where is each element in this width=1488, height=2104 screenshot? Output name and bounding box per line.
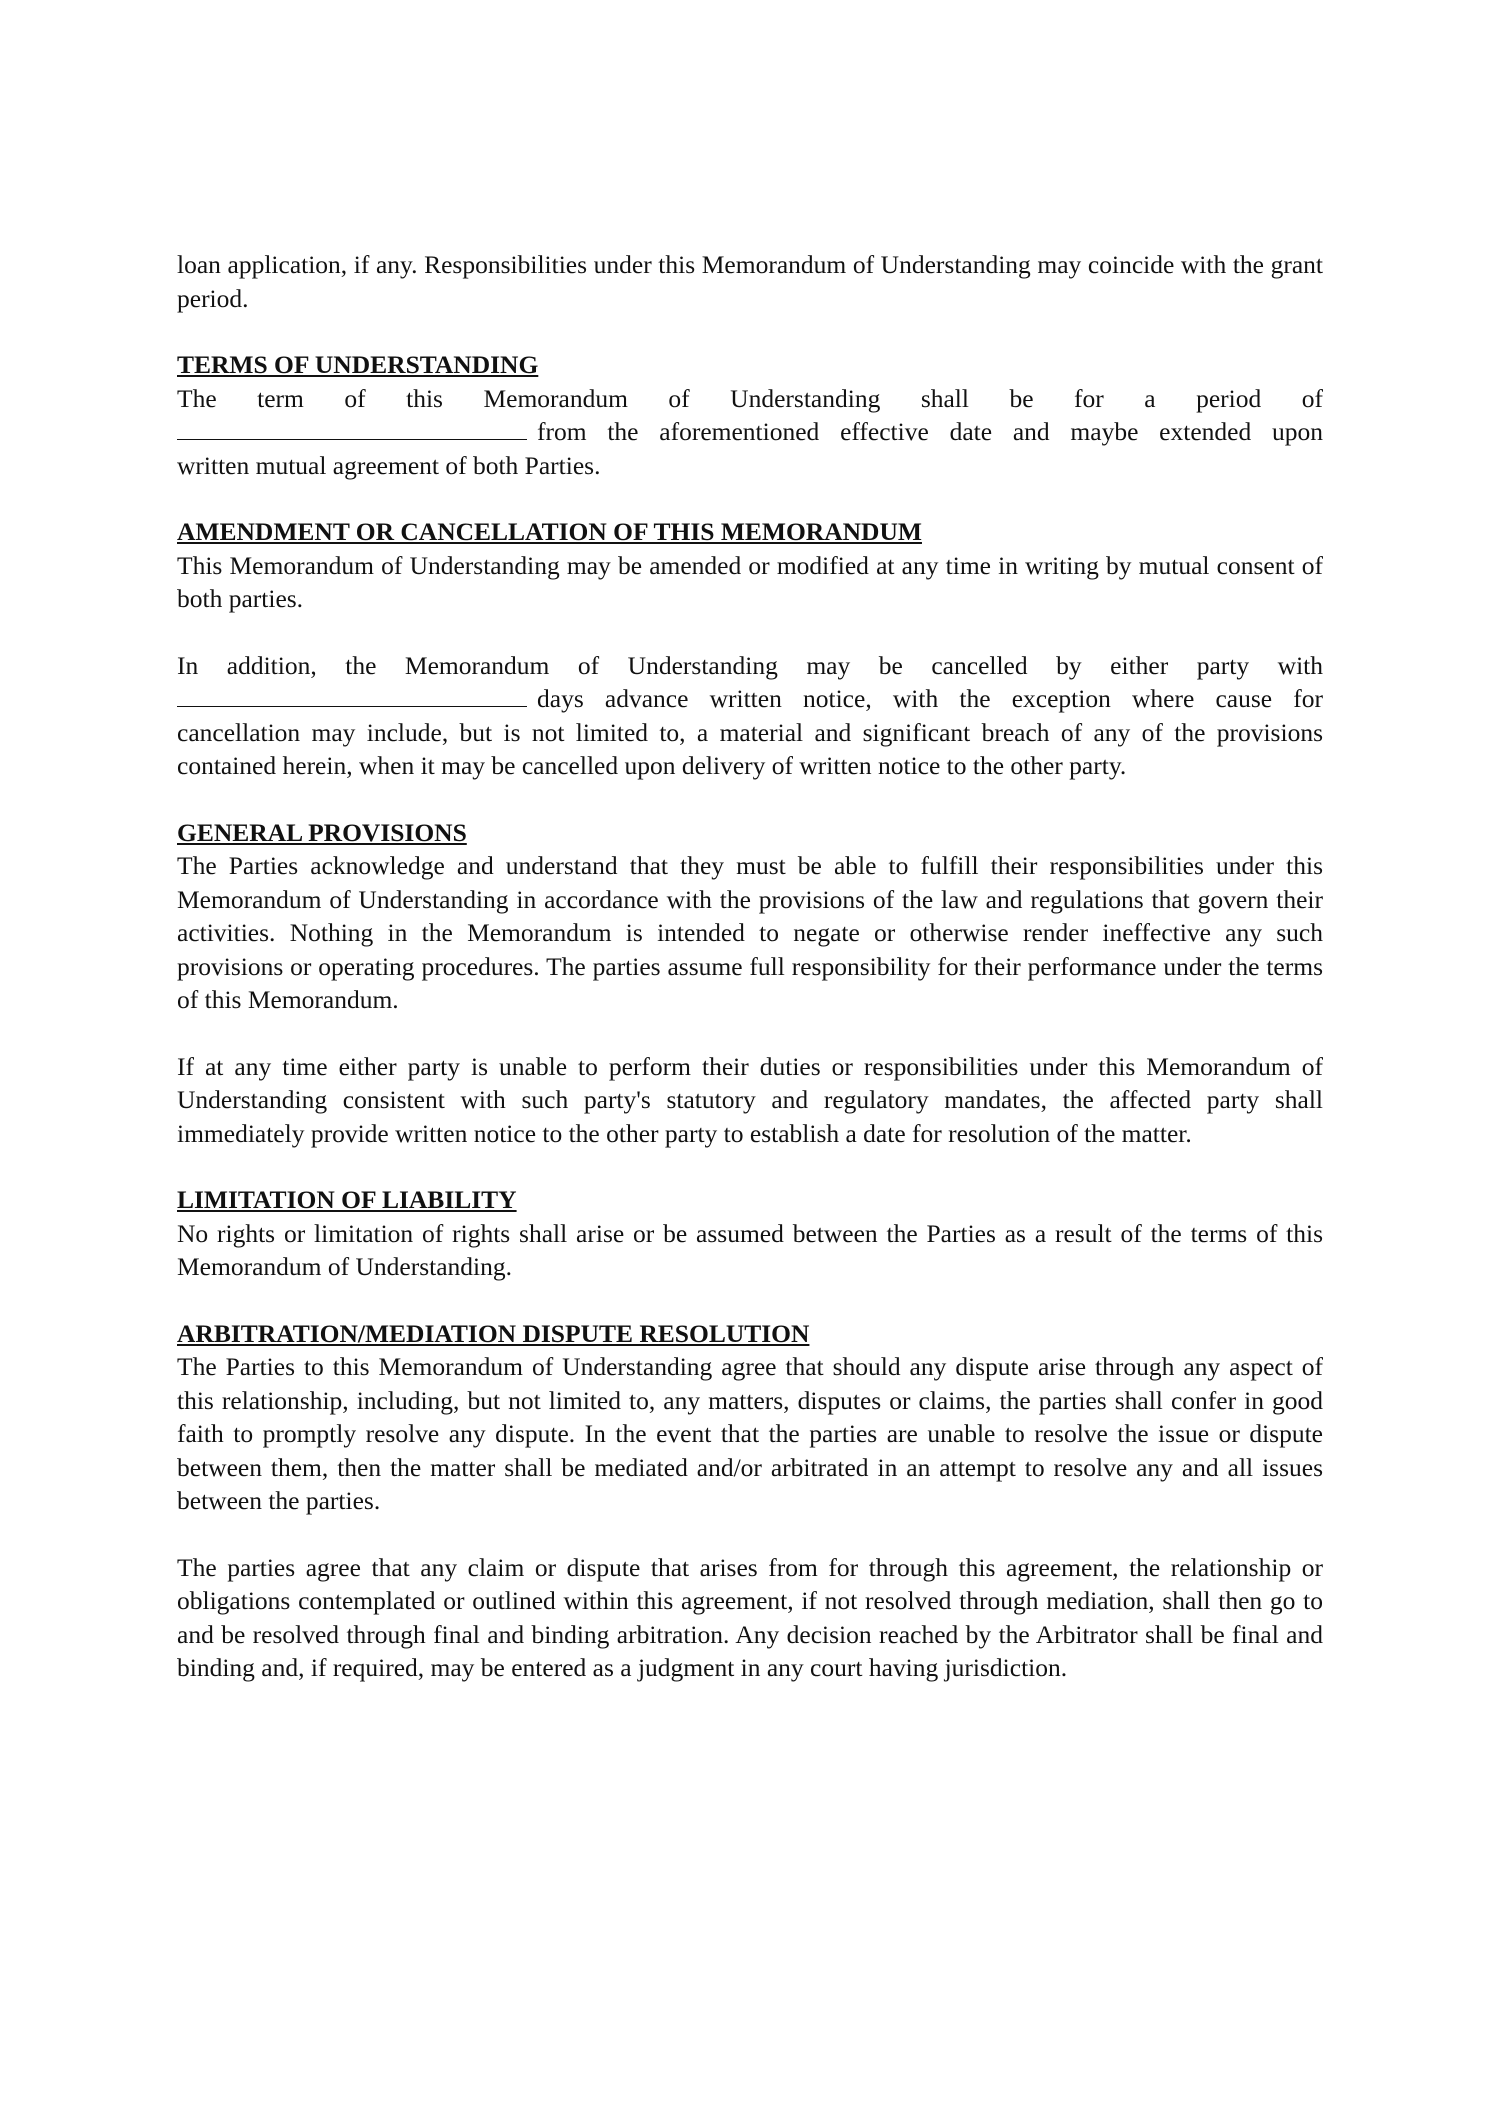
section-liability bbox=[177, 1183, 1323, 1284]
section-heading-amendment: AMENDMENT OR CANCELLATION OF THIS MEMORANDUM bbox=[177, 517, 922, 546]
section-heading-arbitration: ARBITRATION/MEDIATION DISPUTE RESOLUTION bbox=[177, 1318, 810, 1348]
terms-line-2-text: from the aforementioned effective date and maybe extended upon bbox=[537, 417, 1323, 446]
section-amendment bbox=[177, 515, 1323, 616]
general-paragraph-2: If at any time either party is unable to perform their duties or responsibilities under this Memorandum of Understanding consistent with such party's statutory and regulatory mandates, the affected party shall immediately provide written notice to the other party to establish a date for resolution of the matter. bbox=[177, 1051, 1323, 1148]
section-general bbox=[177, 816, 1323, 1017]
section-heading-liability: LIMITATION OF LIABILITY bbox=[177, 1185, 517, 1214]
amendment-p2-rest: cancellation may include, but is not limited to, a material and significant breach of any of the provisions contained herein, when it may be cancelled upon delivery of written notice to the other party. bbox=[177, 717, 1323, 780]
term-period-blank[interactable] bbox=[177, 417, 527, 440]
section-heading-terms: TERMS OF UNDERSTANDING bbox=[177, 350, 539, 379]
arbitration-paragraph-1: The Parties to this Memorandum of Understanding agree that should any dispute arise through any aspect of this relationship, including, but not limited to, any matters, disputes or claims, the parties shall confer in good faith to promptly resolve any dispute. In the event that the parties are unable to resolve the issue or dispute between them, then the matter shall be mediated and/or arbitrated in an attempt to resolve any and all issues between the parties. bbox=[177, 1352, 1323, 1515]
general-paragraph-1: The Parties acknowledge and understand that they must be able to fulfill their responsibilities under this Memorandum of Understanding in accordance with the provisions of the law and regulations that govern their activities. Nothing in the Memorandum is intended to negate or otherwise render ineffective any such provisions or operating procedures. The parties assume full responsibility for their performance under the terms of this Memorandum. bbox=[177, 851, 1323, 1014]
terms-line-3: written mutual agreement of both Parties. bbox=[177, 450, 601, 480]
section-terms bbox=[177, 348, 1323, 482]
liability-paragraph-1: No rights or limitation of rights shall arise or be assumed between the Parties as a result of the terms of this Memorandum of Understanding. bbox=[177, 1218, 1323, 1281]
amendment-paragraph-2 bbox=[177, 649, 1323, 783]
terms-line-2 bbox=[177, 415, 1323, 449]
notice-days-blank[interactable] bbox=[177, 684, 527, 707]
terms-line-1: The term of this Memorandum of Understanding shall be for a period of bbox=[177, 383, 1323, 413]
amendment-paragraph-1: This Memorandum of Understanding may be amended or modified at any time in writing by mutual consent of both parties. bbox=[177, 550, 1323, 613]
amendment-p2-line-2-text: days advance written notice, with the exception where cause for bbox=[537, 684, 1323, 713]
amendment-p2-line-2 bbox=[177, 682, 1323, 716]
arbitration-paragraph-2: The parties agree that any claim or dispute that arises from for through this agreement, the relationship or obligations contemplated or outlined within this agreement, if not resolved through mediation, shall then go to and be resolved through final and binding arbitration. Any decision reached by the Arbitrator shall be final and binding and, if required, may be entered as a judgment in any court having jurisdiction. bbox=[177, 1552, 1323, 1682]
section-heading-general: GENERAL PROVISIONS bbox=[177, 817, 467, 847]
section-arbitration bbox=[177, 1317, 1323, 1518]
intro-paragraph: loan application, if any. Responsibilities under this Memorandum of Understanding may coincide with the grant period. bbox=[177, 250, 1323, 313]
document-body bbox=[177, 248, 1323, 1685]
amendment-p2-line-1: In addition, the Memorandum of Understanding may be cancelled by either party with bbox=[177, 650, 1323, 680]
